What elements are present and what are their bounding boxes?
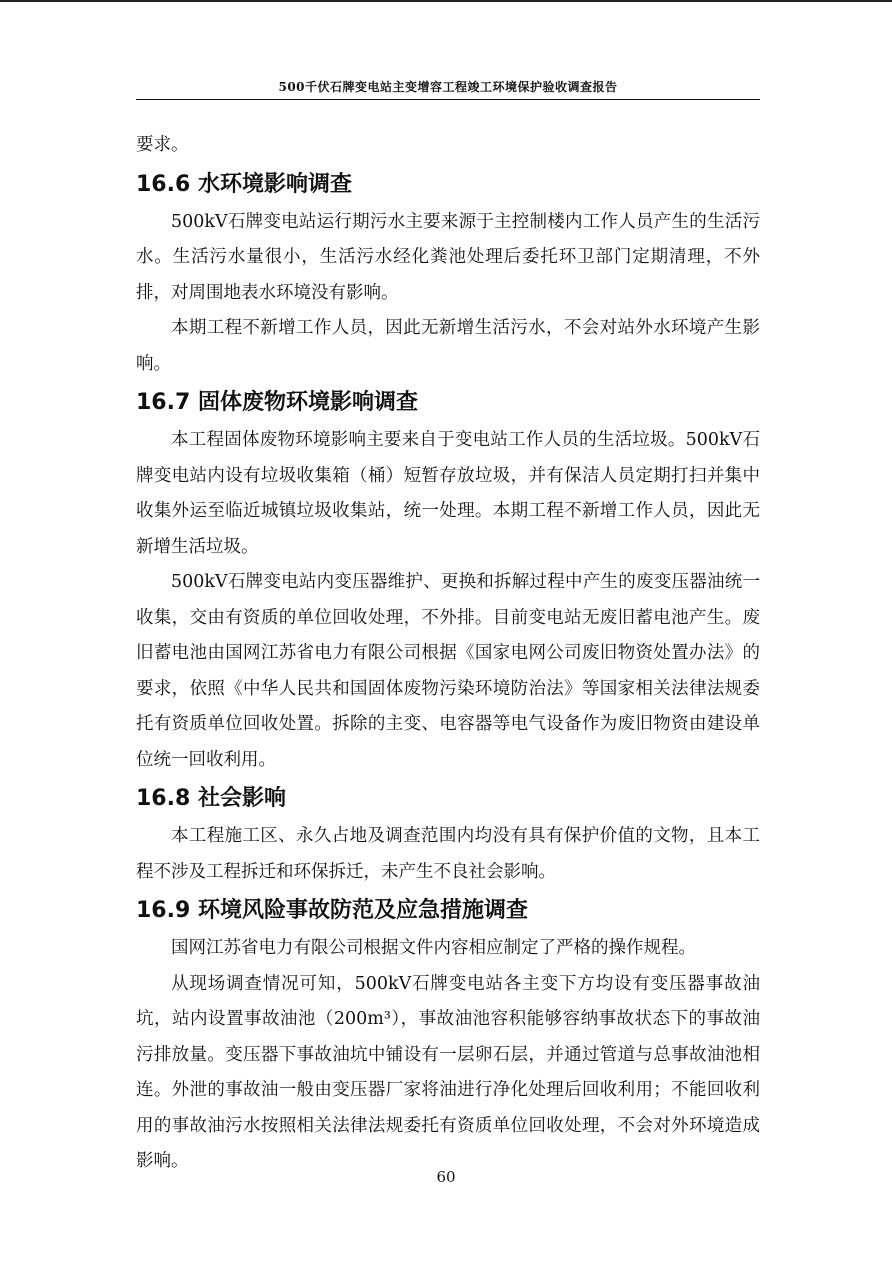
paragraph: 要求。	[136, 135, 189, 155]
paragraph: 500kV石牌变电站内变压器维护、更换和拆解过程中产生的废变压器油统一收集，交由有资质的单位回收处理，不外排。目前变电站无废旧蓄电池产生。废旧蓄电池由国网江苏省电力有限公司根据《国家电网公司废旧物资处置办法》的要求，依照《中华人民共和国固体废物污染环境防治法》等国家相关法律法规委托有资质单位回收处置。拆除的主变、电容器等电气设备作为废旧物资由建设单位统一回收利用。	[136, 572, 760, 770]
section-heading-16-8: 16.8 社会影响	[136, 786, 286, 811]
header-rule	[136, 99, 760, 100]
paragraph: 本工程固体废物环境影响主要来自于变电站工作人员的生活垃圾。500kV石牌变电站内设有垃圾收集箱（桶）短暂存放垃圾，并有保洁人员定期打扫并集中收集外运至临近城镇垃圾收集站，统一处理。本期工程不新增工作人员，因此无新增生活垃圾。	[136, 430, 760, 557]
paragraph: 国网江苏省电力有限公司根据文件内容相应制定了严格的操作规程。	[171, 938, 696, 958]
running-header: 500千伏石牌变电站主变增容工程竣工环境保护验收调查报告	[278, 80, 618, 94]
page-body	[136, 128, 760, 1180]
paragraph: 本工程施工区、永久占地及调查范围内均没有具有保护价值的文物，且本工程不涉及工程拆迁和环保拆迁，未产生不良社会影响。	[136, 826, 760, 882]
page-number: 60	[436, 1168, 456, 1186]
paragraph: 本期工程不新增工作人员，因此无新增生活污水，不会对站外水环境产生影响。	[136, 318, 760, 374]
section-heading-16-9: 16.9 环境风险事故防范及应急措施调查	[136, 898, 528, 923]
section-heading-16-6: 16.6 水环境影响调查	[136, 171, 352, 197]
paragraph: 从现场调查情况可知，500kV石牌变电站各主变下方均设有变压器事故油坑，站内设置事故油池（200m³），事故油池容积能够容纳事故状态下的事故油污排放量。变压器下事故油坑中铺设有一层卵石层，并通过管道与总事故油池相连。外泄的事故油一般由变压器厂家将油进行净化处理后回收利用；不能回收利用的事故油污水按照相关法律法规委托有资质单位回收处理，不会对外环境造成影响。	[136, 973, 760, 1171]
top-border	[0, 0, 892, 2]
section-heading-16-7: 16.7 固体废物环境影响调查	[136, 390, 418, 415]
paragraph: 500kV石牌变电站运行期污水主要来源于主控制楼内工作人员产生的生活污水。生活污水量很小，生活污水经化粪池处理后委托环卫部门定期清理，不外排，对周围地表水环境没有影响。	[136, 211, 760, 303]
